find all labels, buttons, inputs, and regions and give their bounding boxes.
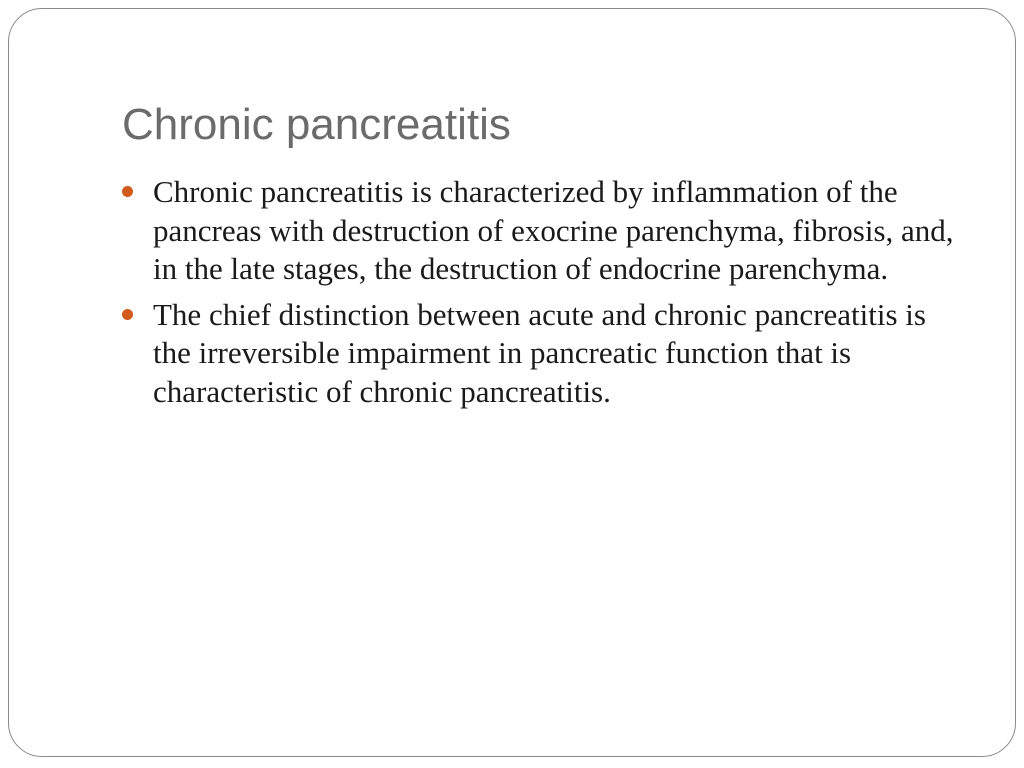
bullet-item xyxy=(122,173,967,289)
slide-title: Chronic pancreatitis xyxy=(122,100,511,149)
bullet-dot-icon xyxy=(122,309,133,320)
bullet-text: Chronic pancreatitis is characterized by inflammation of the pancreas with destruction of exocrine parenchyma, fibrosis, and, in the late stages, the destruction of endocrine parenchyma. xyxy=(153,174,954,286)
bullet-list xyxy=(122,173,967,418)
bullet-dot-icon xyxy=(122,186,133,197)
bullet-item xyxy=(122,296,967,412)
slide-frame xyxy=(8,8,1016,757)
bullet-text: The chief distinction between acute and chronic pancreatitis is the irreversible impairment in pancreatic function that is characteristic of chronic pancreatitis. xyxy=(153,296,926,409)
